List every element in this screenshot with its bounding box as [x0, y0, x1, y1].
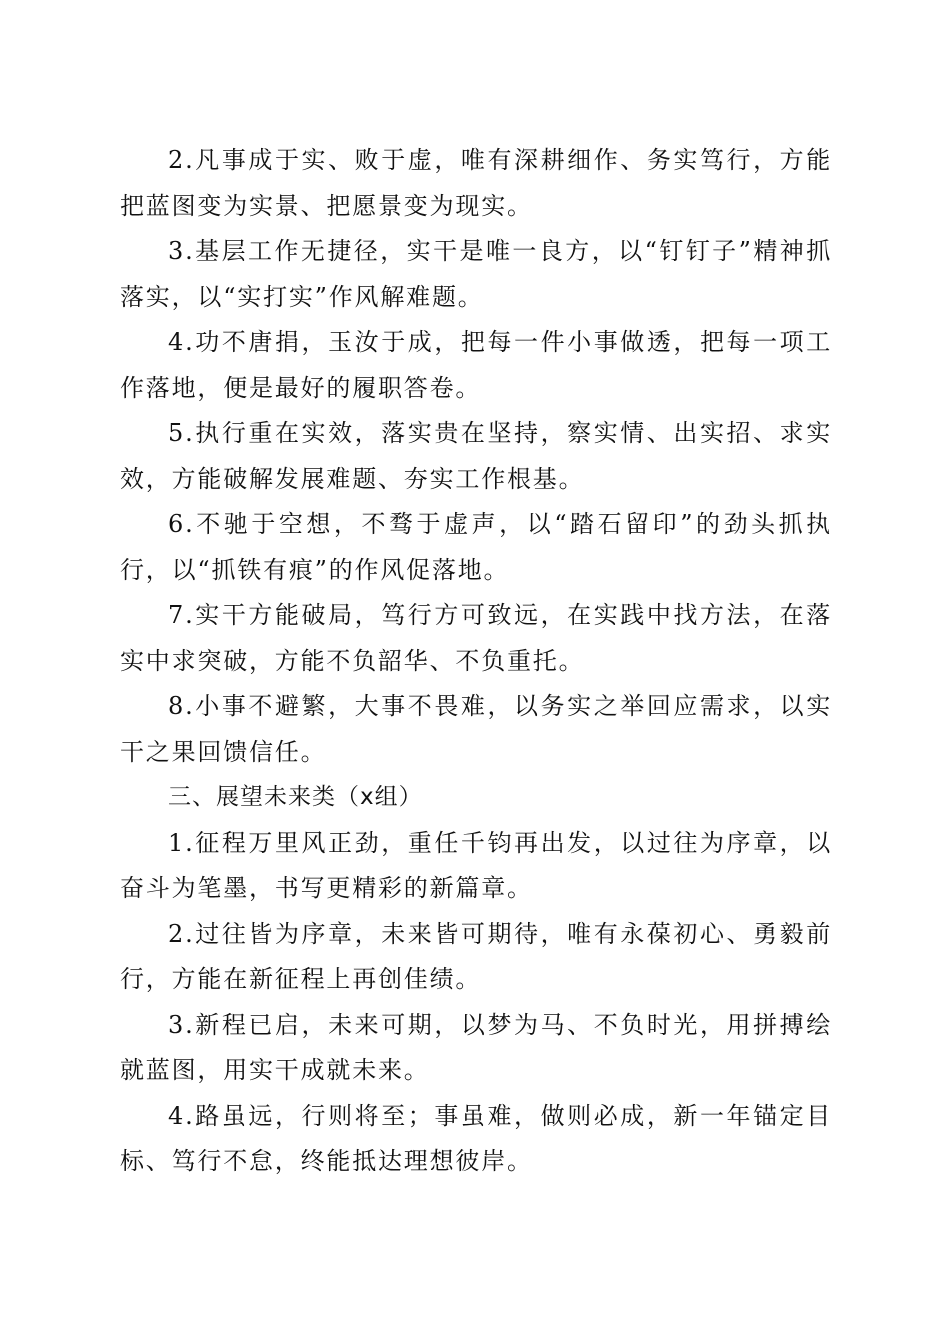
- list-item: 2.凡事成于实、败于虚，唯有深耕细作、务实笃行，方能把蓝图变为实景、把愿景变为现实。: [120, 146, 832, 220]
- list-item: 3.新程已启，未来可期，以梦为马、不负时光，用拼搏绘就蓝图，用实干成就未来。: [120, 1010, 832, 1084]
- list-item: 4.路虽远，行则将至；事虽难，做则必成，新一年锚定目标、笃行不怠，终能抵达理想彼岸。: [120, 1101, 832, 1175]
- list-item: 6.不驰于空想，不骛于虚声，以“踏石留印”的劲头抓执行，以“抓铁有痕”的作风促落地。: [120, 510, 832, 584]
- list-item: 8.小事不避繁，大事不畏难，以务实之举回应需求，以实干之果回馈信任。: [120, 692, 832, 766]
- list-item: 3.基层工作无捷径，实干是唯一良方，以“钉钉子”精神抓落实，以“实打实”作风解难题。: [120, 237, 832, 311]
- list-item: 4.功不唐捐，玉汝于成，把每一件小事做透，把每一项工作落地，便是最好的履职答卷。: [120, 328, 832, 402]
- list-item: 7.实干方能破局，笃行方可致远，在实践中找方法，在落实中求突破，方能不负韶华、不负重托。: [120, 601, 832, 675]
- list-item: 2.过往皆为序章，未来皆可期待，唯有永葆初心、勇毅前行，方能在新征程上再创佳绩。: [120, 919, 832, 993]
- document-body: [120, 138, 832, 1185]
- section-heading: 三、展望未来类（x组）: [168, 784, 423, 810]
- list-item: 1.征程万里风正劲，重任千钧再出发，以过往为序章，以奋斗为笔墨，书写更精彩的新篇章。: [120, 828, 832, 902]
- list-item: 5.执行重在实效，落实贵在坚持，察实情、出实招、求实效，方能破解发展难题、夯实工作根基。: [120, 419, 832, 493]
